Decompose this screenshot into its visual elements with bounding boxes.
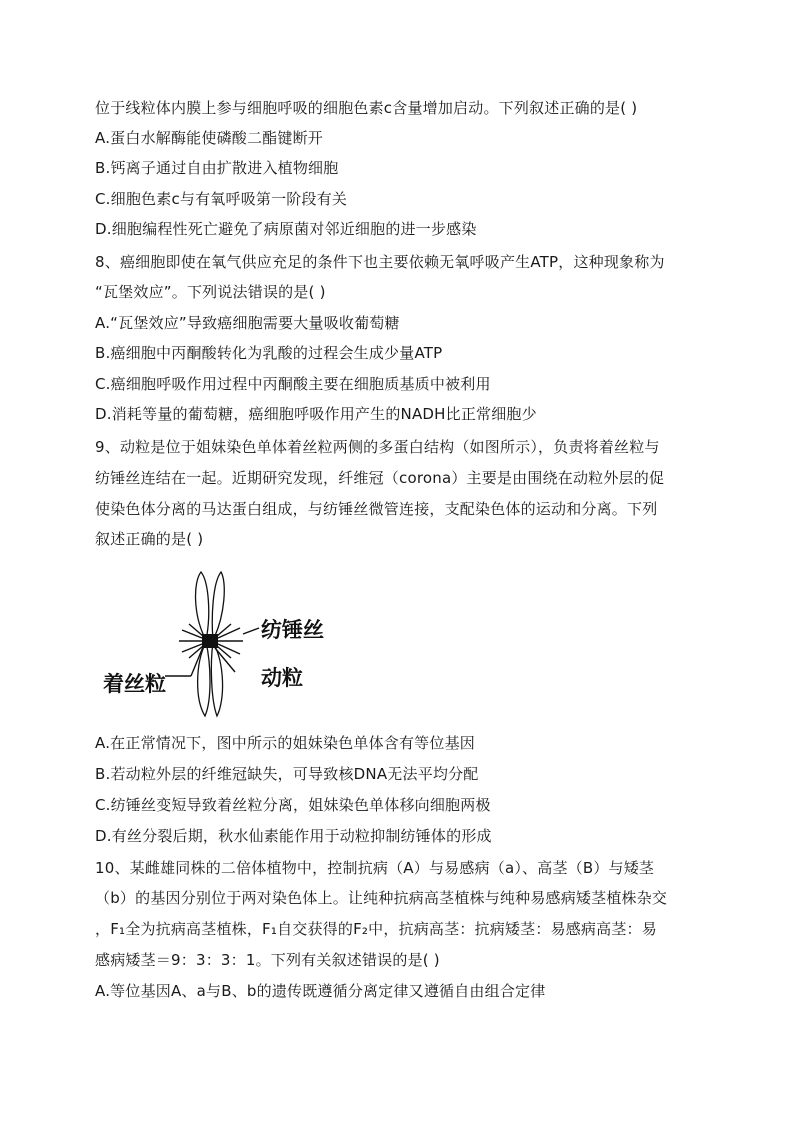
question-9-stem: 9、动粒是位于姐妹染色单体着丝粒两侧的多蛋白结构（如图所示），负责将着丝粒与 [95,438,660,456]
text-line: A.“瓦堡效应”导致癌细胞需要大量吸收葡萄糖 [95,314,400,332]
text-line: A.等位基因A、a与B、b的遗传既遵循分离定律又遵循自由组合定律 [95,982,546,1000]
text-line: 使染色体分离的马达蛋白组成，与纺锤丝微管连接，支配染色体的运动和分离。下列 [95,500,658,518]
question-10-stem: 10、某雌雄同株的二倍体植物中，控制抗病（A）与易感病（a）、高茎（B）与矮茎 [95,859,655,877]
text-line: 叙述正确的是( ) [95,530,204,548]
text-line: 感病矮茎＝9：3：3：1。下列有关叙述错误的是( ) [95,951,440,969]
text-line: （b）的基因分别位于两对染色体上。让纯种抗病高茎植株与纯种易感病矮茎植株杂交 [95,889,668,907]
question-8-stem: 8、癌细胞即使在氧气供应充足的条件下也主要依赖无氧呼吸产生ATP，这种现象称为 [95,253,665,271]
text-line: D.消耗等量的葡萄糖，癌细胞呼吸作用产生的NADH比正常细胞少 [95,405,537,423]
text-line: D.细胞编程性死亡避免了病原菌对邻近细胞的进一步感染 [95,220,477,238]
text-line: B.癌细胞中丙酮酸转化为乳酸的过程会生成少量ATP [95,344,443,362]
chromosome-diagram [95,568,335,728]
text-line: C.纺锤丝变短导致着丝粒分离，姐妹染色单体移向细胞两极 [95,796,491,814]
chromosome-figure [95,568,335,728]
text-line: 纺锤丝连结在一起。近期研究发现，纤维冠（corona）主要是由围绕在动粒外层的促 [95,469,665,487]
chromatid-arm [212,572,224,640]
text-line: “瓦堡效应”。下列说法错误的是( ) [95,283,326,301]
text-line: A.在正常情况下，图中所示的姐妹染色单体含有等位基因 [95,734,475,752]
label-kinetochore: 动粒 [261,665,303,690]
text-line: B.钙离子通过自由扩散进入植物细胞 [95,159,339,177]
chromatid-arm [196,572,209,640]
text-line: B.若动粒外层的纤维冠缺失，可导致核DNA无法平均分配 [95,765,479,783]
text-line: A.蛋白水解酶能使磷酸二酯键断开 [95,129,323,147]
chromatid-arm [198,642,210,716]
text-line: 位于线粒体内膜上参与细胞呼吸的细胞色素c含量增加启动。下列叙述正确的是( ) [95,99,638,117]
label-centromere: 着丝粒 [103,671,166,696]
kinetochore-block [202,634,218,648]
text-line: C.细胞色素c与有氧呼吸第一阶段有关 [95,190,348,208]
chromatid-arm [211,642,222,716]
label-spindle-fiber: 纺锤丝 [261,617,324,642]
text-line: D.有丝分裂后期，秋水仙素能作用于动粒抑制纺锤体的形成 [95,827,492,845]
text-line: ，F₁全为抗病高茎植株，F₁自交获得的F₂中，抗病高茎：抗病矮茎：易感病高茎：易 [95,920,657,938]
text-line: C.癌细胞呼吸作用过程中丙酮酸主要在细胞质基质中被利用 [95,375,491,393]
